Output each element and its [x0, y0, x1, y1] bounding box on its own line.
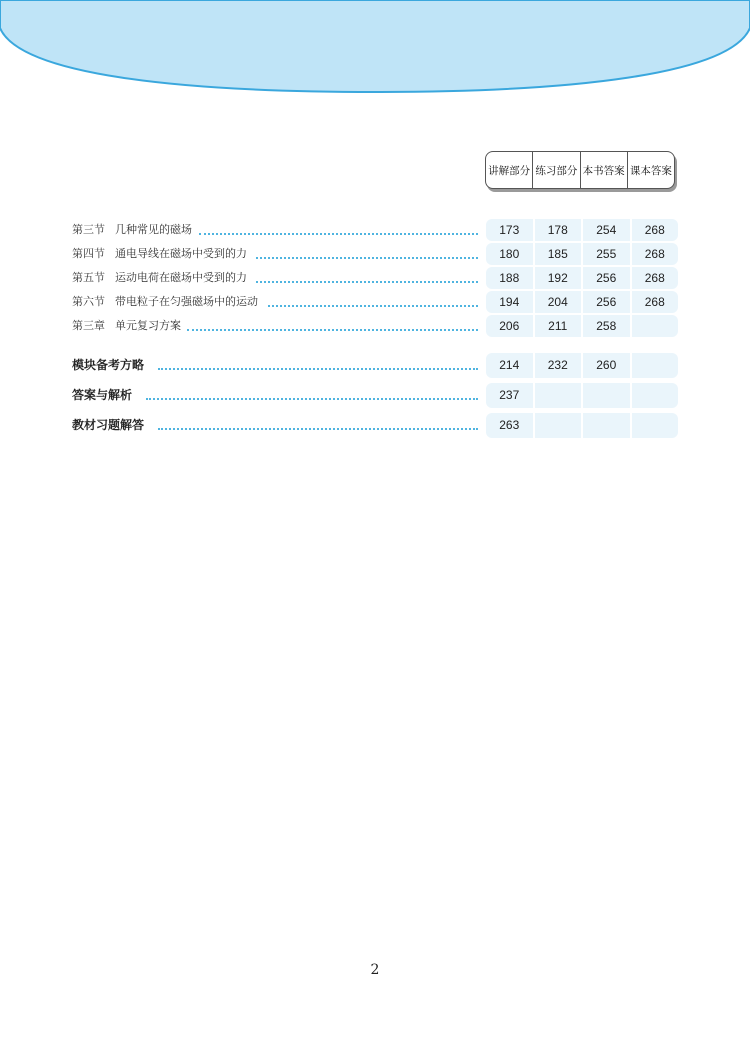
section-label: 第三章 [72, 319, 105, 332]
page-cells [486, 291, 678, 313]
section-title: 带电粒子在匀强磁场中的运动 [115, 295, 258, 308]
dot-leader [256, 257, 478, 259]
page-cells [486, 413, 678, 438]
section-label: 第三节 [72, 223, 105, 236]
page-lecture: 173 [499, 223, 520, 237]
page-cells [486, 315, 678, 337]
dot-leader [187, 329, 478, 331]
toc-row-textbook-exercises[interactable] [72, 413, 678, 438]
section-title: 单元复习方案 [115, 319, 181, 332]
page-number: 2 [370, 962, 380, 978]
dot-leader [158, 428, 478, 430]
page-book-answers [581, 413, 630, 438]
page-textbook-answers: 268 [630, 291, 679, 313]
page-practice: 232 [533, 353, 582, 378]
page-textbook-answers: 268 [630, 243, 679, 265]
page-book-answers [581, 383, 630, 408]
dot-leader [146, 398, 478, 400]
section-label: 第五节 [72, 271, 105, 284]
page-practice [533, 413, 582, 438]
page-lecture: 263 [499, 418, 520, 432]
page-practice: 211 [533, 315, 582, 337]
dot-leader [256, 281, 478, 283]
dot-leader [199, 233, 478, 235]
dot-leader [268, 305, 478, 307]
page-textbook-answers [630, 383, 679, 408]
page-book-answers: 254 [581, 219, 630, 241]
column-header-practice: 练习部分 [532, 152, 579, 188]
page-practice: 192 [533, 267, 582, 289]
page-textbook-answers: 268 [630, 219, 679, 241]
toc-row-section-5[interactable] [72, 267, 678, 289]
page-lecture: 194 [499, 295, 520, 309]
section-title: 通电导线在磁场中受到的力 [115, 247, 247, 260]
page-book-answers: 256 [581, 267, 630, 289]
header-banner [0, 0, 750, 100]
section-label: 第四节 [72, 247, 105, 260]
page-book-answers: 260 [581, 353, 630, 378]
page-practice: 178 [533, 219, 582, 241]
page-lecture: 206 [499, 319, 520, 333]
page-practice [533, 383, 582, 408]
page-lecture: 237 [499, 388, 520, 402]
page-book-answers: 258 [581, 315, 630, 337]
page-practice: 204 [533, 291, 582, 313]
page-cells [486, 383, 678, 408]
toc-row-section-6[interactable] [72, 291, 678, 313]
page-book-answers: 255 [581, 243, 630, 265]
section-label: 第六节 [72, 295, 105, 308]
section-title: 几种常见的磁场 [115, 223, 192, 236]
toc-row-chapter-3-review[interactable] [72, 315, 678, 337]
page-textbook-answers: 268 [630, 267, 679, 289]
toc-row-answers-analysis[interactable] [72, 383, 678, 408]
page-cells [486, 219, 678, 241]
page-textbook-answers [630, 315, 679, 337]
page-textbook-answers [630, 413, 679, 438]
column-header-textbook-answers: 课本答案 [627, 152, 674, 188]
page-cells [486, 243, 678, 265]
page-book-answers: 256 [581, 291, 630, 313]
page-textbook-answers [630, 353, 679, 378]
column-header-book-answers: 本书答案 [580, 152, 627, 188]
page-cells [486, 267, 678, 289]
page-lecture: 188 [499, 271, 520, 285]
page-practice: 185 [533, 243, 582, 265]
toc-row-section-3[interactable] [72, 219, 678, 241]
column-header [485, 151, 675, 189]
module-title: 教材习题解答 [72, 418, 145, 432]
column-header-lecture: 讲解部分 [488, 164, 531, 177]
section-title: 运动电荷在磁场中受到的力 [115, 271, 247, 284]
toc-row-section-4[interactable] [72, 243, 678, 265]
page-cells [486, 353, 678, 378]
module-title: 答案与解析 [72, 388, 133, 402]
dot-leader [158, 368, 478, 370]
toc-row-module-strategy[interactable] [72, 353, 678, 378]
page-lecture: 180 [499, 247, 520, 261]
page-lecture: 214 [499, 358, 520, 372]
module-title: 模块备考方略 [72, 358, 145, 372]
